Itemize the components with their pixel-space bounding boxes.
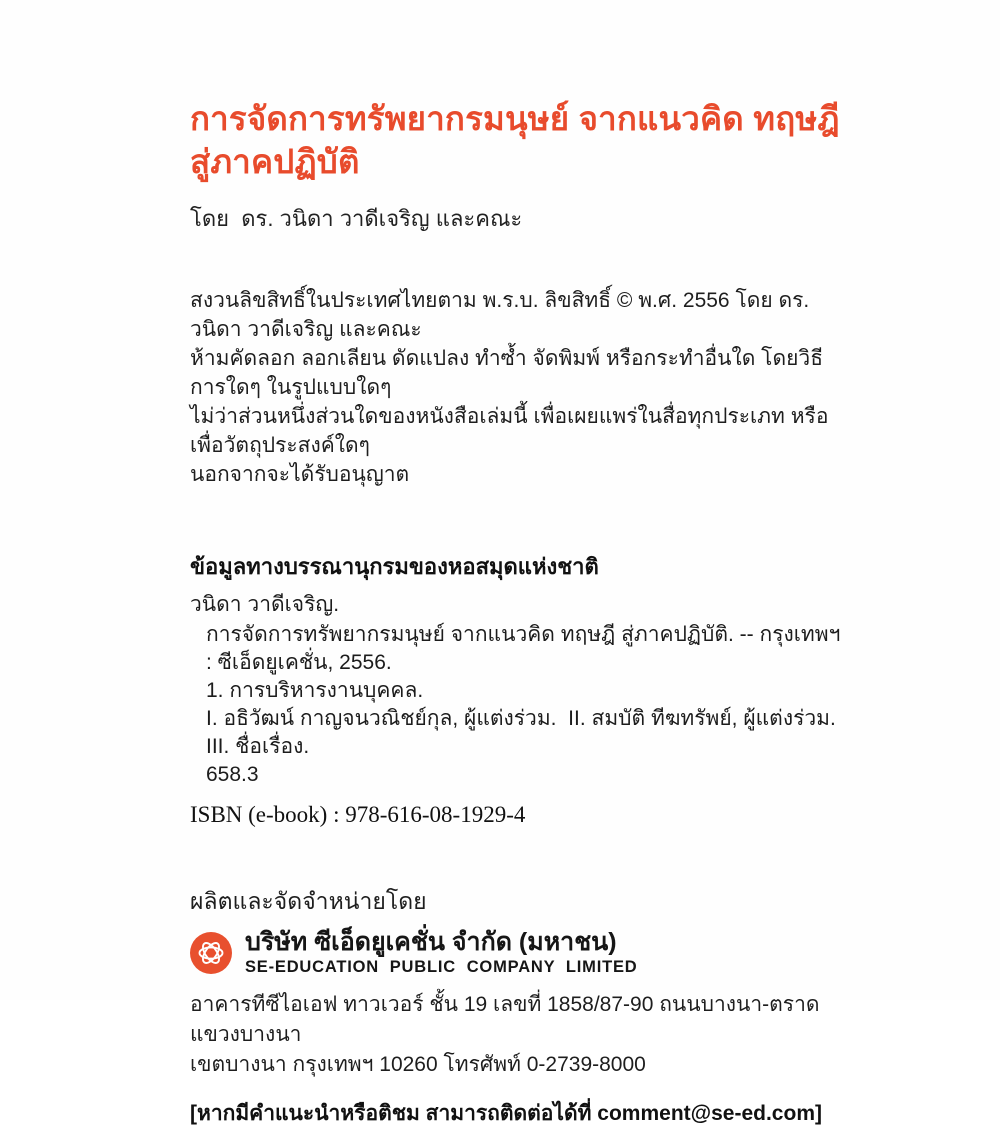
bibliography-section [190,549,850,789]
bibliography-entry: การจัดการทรัพยากรมนุษย์ จากแนวคิด ทฤษฎี สู่ภาคปฏิบัติ. -- กรุงเทพฯ : ซีเอ็ดยูเคชั่น, 2556. [206,622,847,674]
bibliography-header: ข้อมูลทางบรรณานุกรมของหอสมุดแห่งชาติ [190,553,599,579]
bibliography-entry: 658.3 [206,762,259,786]
bibliography-author: วนิดา วาดีเจริญ. [190,592,340,616]
bibliography-entries [206,621,850,789]
copyright-notice [190,286,850,489]
company-name-thai: บริษัท ซีเอ็ดยูเคชั่น จำกัด (มหาชน) [245,927,617,956]
bibliography-entry: I. อธิวัฒน์ กาญจนวณิชย์กุล, ผู้แต่งร่วม. II. สมบัติ ทีฆทรัพย์, ผู้แต่งร่วม. III. ชื่อเรื่อง. [206,706,842,758]
publisher-section [190,884,850,1130]
copyright-line: ไม่ว่าส่วนหนึ่งส่วนใดของหนังสือเล่มนี้ เพื่อเผยแพร่ในสื่อทุกประเภท หรือเพื่อวัตถุประสงค์ใดๆ [190,404,829,457]
se-ed-logo-icon [190,932,232,974]
publisher-heading: ผลิตและจัดจำหน่ายโดย [190,887,427,914]
company-name-english: SE-EDUCATION PUBLIC COMPANY LIMITED [245,958,638,977]
publisher-identity [190,929,850,978]
bibliography-entry: 1. การบริหารงานบุคคล. [206,678,424,702]
contact-note: [หากมีคำแนะนำหรือติชม สามารถติดต่อได้ที่ comment@se-ed.com] [190,1102,822,1126]
author-byline: โดย ดร. วนิดา วาดีเจริญ และคณะ [190,205,523,231]
address-line: เขตบางนา กรุงเทพฯ 10260 โทรศัพท์ 0-2739-8000 [190,1053,646,1077]
company-name-block [245,929,638,978]
isbn-number: ISBN (e-book) : 978-616-08-1929-4 [190,801,526,827]
publisher-address [190,990,850,1080]
book-title: การจัดการทรัพยากรมนุษย์ จากแนวคิด ทฤษฎี สู่ภาคปฏิบัติ [190,100,850,180]
address-line: อาคารทีซีไอเอฟ ทาวเวอร์ ชั้น 19 เลขที่ 1858/87-90 ถนนบางนา-ตราด แขวงบางนา [190,993,826,1047]
copyright-line: ห้ามคัดลอก ลอกเลียน ดัดแปลง ทำซ้ำ จัดพิมพ์ หรือกระทำอื่นใด โดยวิธีการใดๆ ในรูปแบบใดๆ [190,346,824,399]
copyright-line: สงวนลิขสิทธิ์ในประเทศไทยตาม พ.ร.บ. ลิขสิทธิ์ © พ.ศ. 2556 โดย ดร. วนิดา วาดีเจริญ และคณะ [190,288,816,341]
copyright-line: นอกจากจะได้รับอนุญาต [190,462,410,486]
